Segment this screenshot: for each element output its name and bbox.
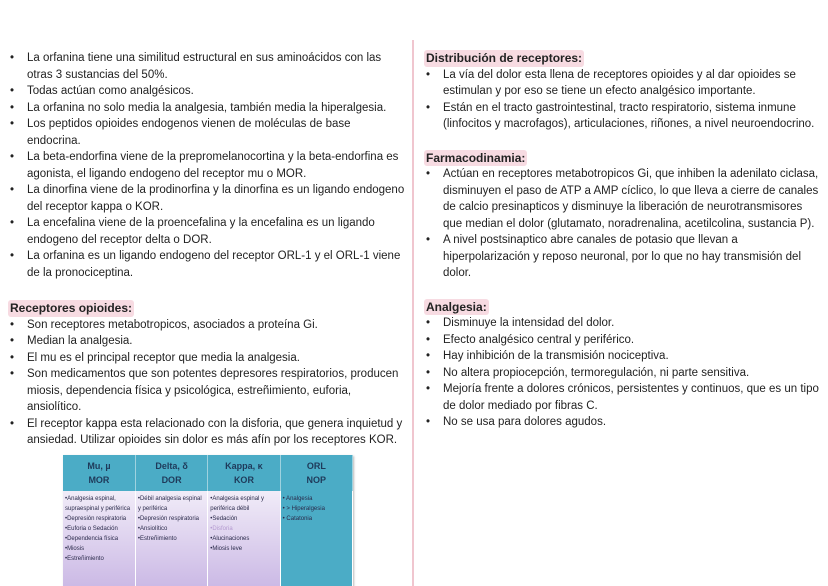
list-item: • La orfanina tiene una similitud estructural en sus aminoácidos con las otras 3 sustancias del 50%. (8, 50, 406, 83)
list-item: • Disminuye la intensidad del dolor. (424, 315, 824, 332)
list-item: • No altera propiocepción, termoregulación, ni parte sensitiva. (424, 365, 824, 382)
receptor-table (63, 455, 353, 586)
list-item: • A nivel postsinaptico abre canales de potasio que llevan a hiperpolarización y reposo neuronal, por lo que no hay transmisión del dolor. (424, 232, 824, 282)
table-header: Mu, µ MOR (63, 455, 135, 491)
list-item: • La beta-endorfina viene de la prepromelanocortina y la beta-endorfina es agonista, el ligando endogeno del receptor mu o MOR. (8, 149, 406, 182)
list-item: • Todas actúan como analgésicos. (8, 83, 406, 100)
list-item: • El mu es el principal receptor que media la analgesia. (8, 350, 406, 367)
receptores-list (8, 317, 406, 449)
table-header: Delta, δ DOR (135, 455, 207, 491)
list-item: • Son receptores metabotropicos, asociados a proteína Gi. (8, 317, 406, 334)
list-item: • Son medicamentos que son potentes depresores respiratorios, producen miosis, dependencia física y psicológica, estreñimiento, euforia, ansiolítico. (8, 366, 406, 416)
list-item: • La encefalina viene de la proencefalina y la encefalina es un ligando endogeno del receptor delta o DOR. (8, 215, 406, 248)
table-cell-kor: •Analgesia espinal y periférica débil •Sedación •Disforia •Alucinaciones •Miosis leve (208, 491, 280, 586)
list-item: • El receptor kappa esta relacionado con la disforia, que genera inquietud y ansiedad. Utilizar opioides sin dolor es más afín por los receptores KOR. (8, 416, 406, 449)
list-item: • Los peptidos opioides endogenos vienen de moléculas de base endocrina. (8, 116, 406, 149)
right-column (424, 50, 824, 448)
list-item: • Median la analgesia. (8, 333, 406, 350)
table-header: Kappa, κ KOR (208, 455, 280, 491)
list-item: • La orfanina es un ligando endogeno del receptor ORL-1 y el ORL-1 viene de la pronociceptina. (8, 248, 406, 281)
section-heading-farmacodinamia: Farmacodinamia: (426, 150, 526, 165)
list-item: • Actúan en receptores metabotropicos Gi, que inhiben la adenilato ciclasa, disminuyen el paso de ATP a AMP cíclico, lo que lleva a cierre de canales de calcio presinapticos y disminuye la liberación de neurotransmisores que median el dolor (glutamato, noradrenalina, acetilcolina, sustancia P). (424, 166, 824, 232)
list-item: • La vía del dolor esta llena de receptores opioides y al dar opioides se estimulan y por eso se tiene un efecto analgésico importante. (424, 67, 824, 100)
section-heading-receptores: Receptores opioides: (10, 301, 133, 315)
list-item: • Efecto analgésico central y periférico. (424, 332, 824, 349)
list-item: • La dinorfina viene de la prodinorfina y la dinorfina es un ligando endogeno del receptor kappa o KOR. (8, 182, 406, 215)
list-item: • Están en el tracto gastrointestinal, tracto respiratorio, sistema inmune (linfocitos y macrofagos), articulaciones, riñones, a nivel neuroendocrino. (424, 100, 824, 133)
list-item: • No se usa para dolores agudos. (424, 414, 824, 431)
column-divider (412, 40, 414, 586)
table-header: ORL NOP (280, 455, 352, 491)
table-cell-nop: • Analgesia • > Hiperalgesia • Catatonia (280, 491, 352, 586)
list-item: • Hay inhibición de la transmisión nociceptiva. (424, 348, 824, 365)
section-heading-analgesia: Analgesia: (426, 299, 487, 314)
table-cell-dor: •Débil analgesia espinal y periférica •Depresión respiratoria •Ansiolítico •Estreñimiento (135, 491, 207, 586)
intro-list (8, 50, 406, 281)
left-column (8, 50, 406, 586)
table-cell-mor: •Analgesia espinal, supraespinal y periférica •Depresión respiratoria •Euforia o Sedación •Dependencia física •Miosis •Estreñimiento (63, 491, 135, 586)
section-heading-distribucion: Distribución de receptores: (426, 51, 583, 65)
list-item: • Mejoría frente a dolores crónicos, persistentes y continuos, que es un tipo de dolor mediado por fibras C. (424, 381, 824, 414)
list-item: • La orfanina no solo media la analgesia, también media la hiperalgesia. (8, 100, 406, 117)
